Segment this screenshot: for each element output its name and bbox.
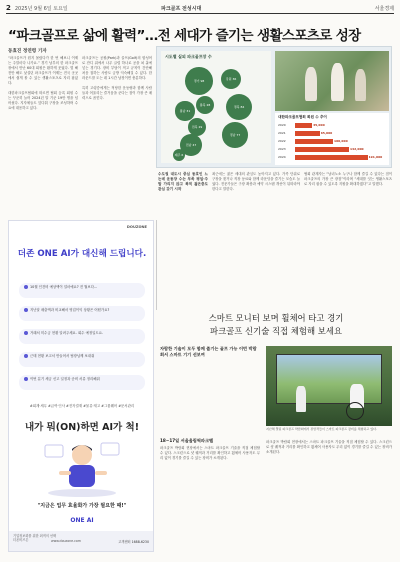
article-column-4: 최근에는 젊은 세대의 관심도 높아지고 있다. 가족 단위로 구장을 찾거나 직장 동료와 함께 라운딩을 즐기는 모습도 늘었다. 전문가들은 구장 확충과 예약 시스템 개선이 뒤따라야 한다고 말한다. (212, 172, 302, 191)
ad-company: 기업정보화를 위한 최적의 선택 더존비즈온 (13, 534, 57, 543)
bar-category-label: 2024 (278, 155, 286, 159)
article2-headline (160, 312, 392, 338)
map-bubble-경북: 경북 84 (226, 94, 252, 120)
publication-name: 서울경제 (374, 5, 394, 12)
bar-category-label: 2023 (278, 147, 286, 151)
infographic (156, 46, 392, 168)
ad-hashtags: #회계·세무 #급여·인사 #전자결재 #물류·재고 #그룹웨어 #문서관리 (29, 404, 135, 408)
article-headline: “파크골프로 삶에 활력”…전 세대가 즐기는 생활스포츠로 성장 (8, 28, 361, 44)
bar-value-label: 65,000 (320, 131, 333, 135)
ad-question: 지난달 매출액과 비교해서 영업이익 상황은 어떤가요? (19, 306, 145, 321)
issue-date: 2025년 9월 6일 토요일 (14, 5, 68, 12)
ad-quote: "지금은 업무 효율화가 가장 필요한 때!" (37, 503, 127, 509)
map-bubble-충남: 충남 31 (175, 101, 194, 120)
map-bubble-전남: 전남 47 (180, 134, 202, 156)
bar-value-label: 191,000 (368, 155, 383, 159)
bar-2024 (295, 155, 368, 160)
screen-display (276, 354, 382, 404)
header-rule (6, 13, 394, 14)
ad-url[interactable]: www.douzone.com (51, 539, 81, 543)
membership-bar-chart (275, 113, 389, 165)
bar-category-label: 2020 (278, 123, 286, 127)
bar-category-label: 2022 (278, 139, 286, 143)
article-column-5: 협회 관계자는 “남녀노소 누구나 함께 즐길 수 있다는 점이 파크골프의 가장 큰 장점”이라며 “세대를 잇는 생활스포츠로 자리 잡을 수 있도록 지원을 확대하겠다”고 말했다. (304, 172, 394, 186)
ad-phone: 고객센터 1688-6230 (118, 540, 149, 544)
article2-subhead: 자람한 기술이 모두 함께 즐기는 골프 가능 이번 박람회서 스마트 기기 선보여 (160, 346, 257, 358)
map-bubble-경남: 경남 77 (222, 122, 248, 148)
korea-map (161, 51, 271, 163)
advertisement[interactable] (8, 220, 154, 552)
article-column-1: “파크골프가 뭔지 몰랐다가 한 번 해보니 이제는 주말마다 나가요.” 경기 남부의 한 파크골프장에서 만난 60대 회원은 환하게 웃었다. 몇 해 전만 해도 낯설던 파크골프가 이제는 전국 곳곳에서 쉽게 볼 수 있는 생활스포츠로 자리 잡았다. 대한파크골프협회에 따르면 협회 등록 회원 수는 꾸준히 늘어 2024년 말 기준 19만 명을 넘어섰다. 지자체들도 앞다퉈 구장을 조성하며 수요에 대응하고 있다. (8, 56, 78, 110)
article2-body-2: 파크골프 박람회 현장에서는 스마트 파크골프 기술을 직접 체험할 수 있다. 스크린으로 샷 궤적과 거리를 확인하고 휠체어 사용자도 무리 없이 경기를 즐길 수 있는 장비가 소개된다. (266, 440, 394, 454)
article2-body-1: 파크골프 박람회 현장에서는 스마트 파크골프 기술을 직접 체험할 수 있다. 스크린으로 샷 궤적과 거리를 확인하고 휠체어 사용자도 무리 없이 경기를 즐길 수 있는 장비가 소개된다. (160, 446, 262, 460)
park-golf-photo (275, 51, 389, 111)
map-bubble-강원: 강원 36 (221, 69, 241, 89)
ad-title: 더존 ONE AI가 대신해 드립니다. (17, 249, 147, 259)
map-bubble-경기: 경기 98 (185, 67, 213, 95)
bar-2023 (295, 147, 349, 152)
ad-footer (9, 531, 153, 551)
chat-icon (24, 308, 28, 312)
bar-2020 (295, 123, 312, 128)
bar-2021 (295, 131, 320, 136)
bar-value-label: 142,000 (349, 147, 364, 151)
page-number: 2 (6, 4, 11, 12)
article-byline: 동효진 정연령 기자 (8, 49, 47, 54)
map-bubble-충북: 충북 28 (196, 96, 215, 115)
ad-question: 근태 현황 보고서 만들어서 팀장님께 보내줘 (19, 352, 145, 367)
column-divider (156, 220, 157, 310)
map-bubble-전북: 전북 29 (188, 118, 207, 137)
chat-icon (24, 285, 28, 289)
ad-cta: 내가 뭐(ON)하면 AI가 척! (24, 422, 140, 433)
ad-brand: ONE AI (70, 517, 94, 524)
article-column-2: 파크골프는 공원(Park)과 골프(Golf)의 합성어로 잔디 위에서 나무 클럽 하나로 공을 쳐 홀에 넣는 경기다. 장비 부담이 적고 규칙이 간단해 처음 접하는 사람도 금방 익숙해질 수 있다. 한 라운드를 도는 데 1시간 남짓이면 충분하다. 특히 고령층에게는 적당한 운동량과 함께 사람들과 어울리는 즐거움을 준다는 점이 가장 큰 매력으로 꼽힌다. (82, 56, 152, 100)
article2-caption: 지난해 열린 파크골프 박람회에서 관람객들이 스마트 파크골프 장비를 체험하고 있다. (266, 427, 377, 431)
page-header (6, 3, 394, 13)
chart-title: 대한파크골프협회 회원 수 추이 (278, 115, 327, 119)
section-title: 파크골프 전성시대 (161, 5, 202, 12)
ad-question: 10월 인건비 예상액이 얼마예요? 전 월보다… (19, 283, 145, 298)
bar-value-label: 100,000 (334, 139, 348, 143)
map-bubble-제주: 제주 6 (173, 149, 186, 162)
chat-icon (24, 377, 28, 381)
map-title: 시도별 실외 파크골프장 수 (165, 54, 212, 59)
chat-icon (24, 331, 28, 335)
article2-headline-line2: 파크골프 신기술 직접 체험해 보세요 (209, 326, 342, 336)
article2-subhead2: 18~17일 서울올림픽파크텔 (160, 438, 214, 443)
smart-golf-photo (266, 346, 392, 426)
ad-illustration (39, 437, 125, 497)
ad-question: 거래처 미수금 현황 알려주세요. 회수 예정일도요. (19, 329, 145, 344)
chat-icon (24, 354, 28, 358)
bar-category-label: 2021 (278, 131, 286, 135)
bar-2022 (295, 139, 333, 144)
article-pullquote: 수도권 대도시 중심 동호인 느는데 운동장 수는 부족 평일·주말 가리지 않고 북적 젊은층도 관심 갖기 시작 (158, 172, 210, 191)
bar-value-label: 45,000 (313, 123, 325, 127)
ad-question: 이번 분기 세금 신고 일정과 준비 서류 정리해줘 (19, 375, 145, 390)
article2-headline-line1: 스마트 모니터 보며 휠체어 타고 경기 (208, 313, 344, 323)
ad-top-logo: DOUZONE (126, 225, 147, 229)
